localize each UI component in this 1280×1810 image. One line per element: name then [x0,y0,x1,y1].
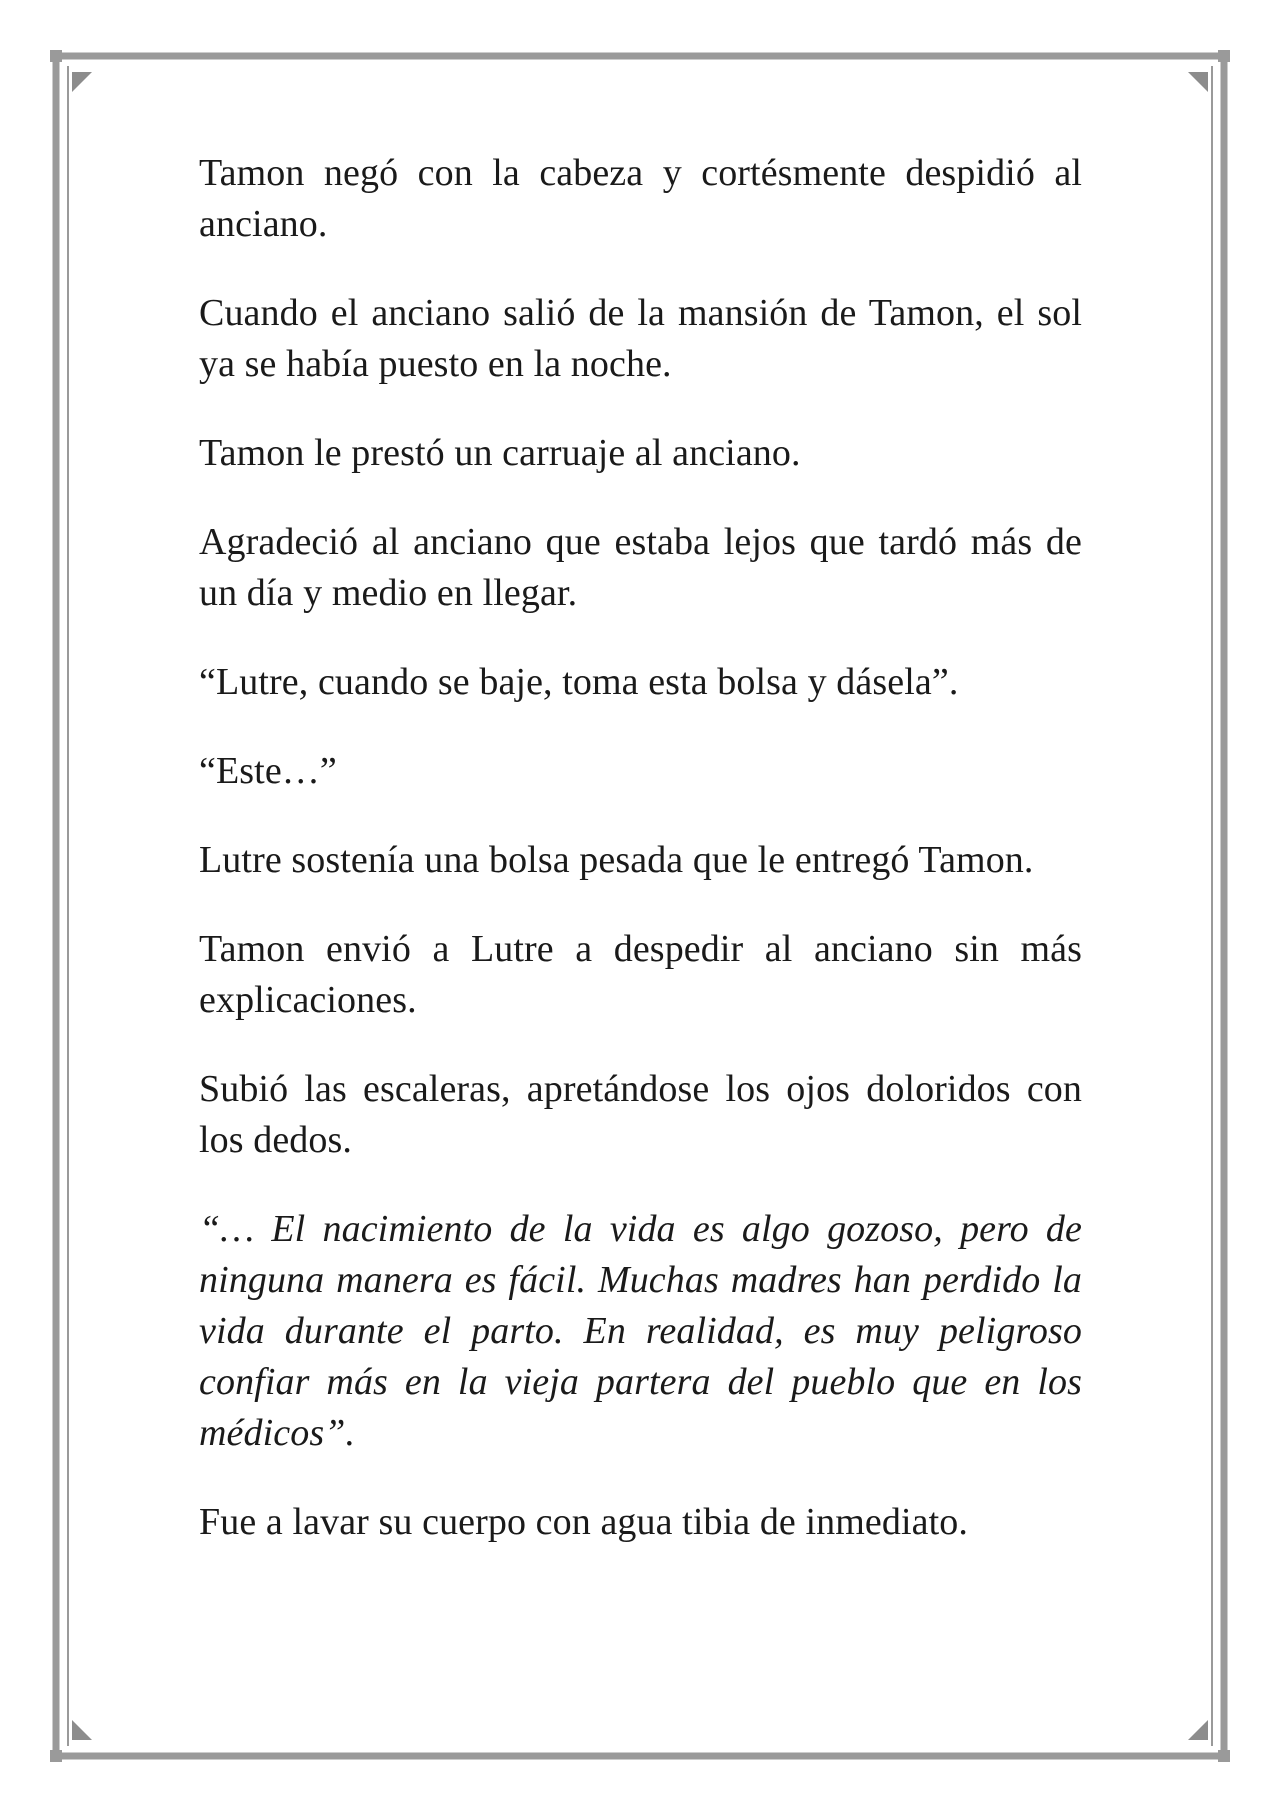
paragraph-9: Subió las escaleras, apretándose los ojos doloridos con los dedos. [199,1068,1082,1161]
corner-square-top-right [1218,50,1230,62]
paragraph-6: “Este…” [199,750,337,792]
corner-triangle-bottom-right [1188,1720,1208,1740]
paragraph-7: Lutre sostenía una bolsa pesada que le entregó Tamon. [199,839,1034,881]
paragraph-10-quote: “… El nacimiento de la vida es algo gozoso, pero de ninguna manera es fácil. Muchas madres han perdido la vida durante el parto. En realidad, es muy peligroso confiar más en la vieja partera del pueblo que en los médicos”. [199,1208,1082,1454]
page-body [199,148,1082,1586]
paragraph-8: Tamon envió a Lutre a despedir al anciano sin más explicaciones. [199,928,1082,1021]
paragraph-2: Cuando el anciano salió de la mansión de Tamon, el sol ya se había puesto en la noche. [199,292,1082,385]
corner-triangle-bottom-left [72,1720,92,1740]
corner-square-bottom-left [50,1750,62,1762]
paragraph-5: “Lutre, cuando se baje, toma esta bolsa y dásela”. [199,661,959,703]
corner-triangle-top-left [72,72,92,92]
paragraph-11: Fue a lavar su cuerpo con agua tibia de inmediato. [199,1501,968,1543]
paragraph-3: Tamon le prestó un carruaje al anciano. [199,432,801,474]
paragraph-4: Agradeció al anciano que estaba lejos que tardó más de un día y medio en llegar. [199,521,1082,614]
corner-square-top-left [50,50,62,62]
paragraph-1: Tamon negó con la cabeza y cortésmente despidió al anciano. [199,152,1082,245]
corner-triangle-top-right [1188,72,1208,92]
corner-square-bottom-right [1218,1750,1230,1762]
